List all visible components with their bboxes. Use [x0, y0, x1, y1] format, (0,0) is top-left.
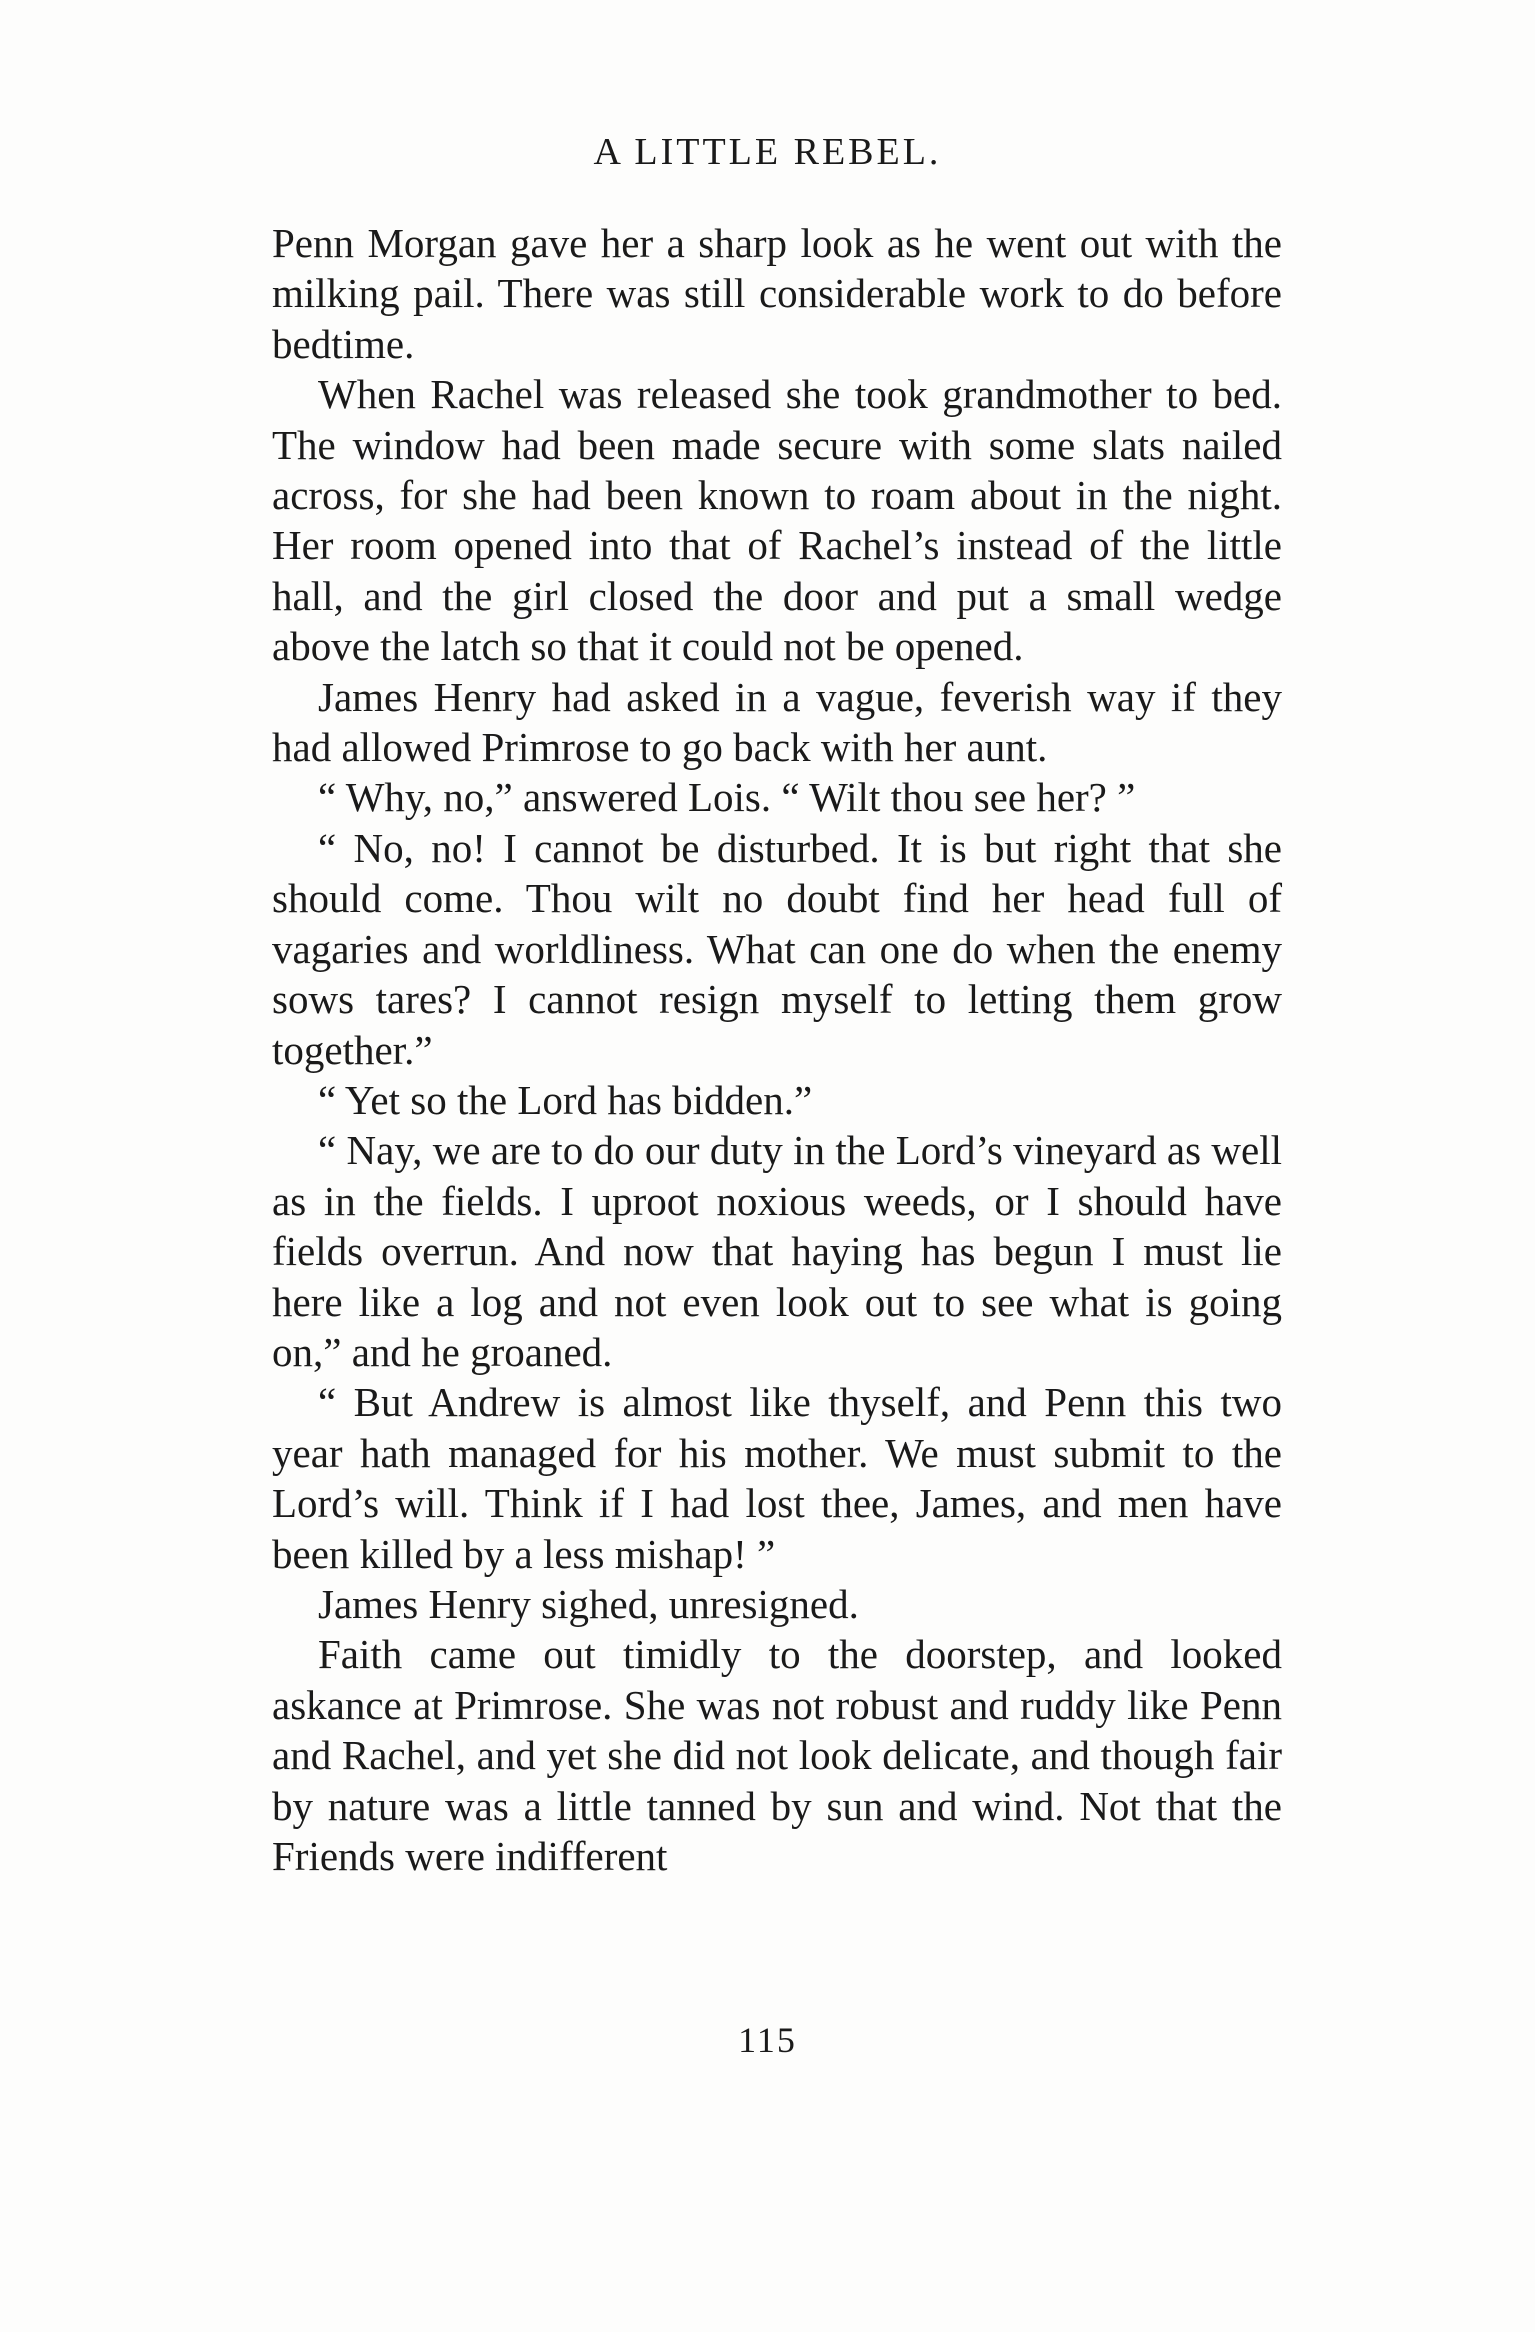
page-number: 115	[738, 2020, 797, 2060]
paragraph: “ Why, no,” answered Lois. “ Wilt thou see her? ”	[318, 774, 1136, 821]
body-text	[272, 218, 1282, 1881]
paragraph: James Henry sighed, unresigned.	[318, 1580, 859, 1627]
paragraph: When Rachel was released she took grandmother to bed. The window had been made secure with some slats nailed across, for she had been known to roam about in the night. Her room opened into that of Rachel’s instead of the little hall, and the girl closed the door and put a small wedge above the latch so that it could not be opened.	[272, 371, 1282, 670]
paragraph: “ Nay, we are to do our duty in the Lord’s vineyard as well as in the fields. I uproot noxious weeds, or I should have fields overrun. And now that haying has begun I must lie here like a log and not even look out to see what is going on,” and he groaned.	[272, 1127, 1282, 1375]
paragraph: “ Yet so the Lord has bidden.”	[318, 1076, 813, 1123]
paragraph: “ No, no! I cannot be disturbed. It is but right that she should come. Thou wilt no doubt find her head full of vagaries and worldliness. What can one do when the enemy sows tares? I cannot resign myself to letting them grow together.”	[272, 824, 1282, 1073]
paragraph: “ But Andrew is almost like thyself, and Penn this two year hath managed for his mother. We must submit to the Lord’s will. Think if I had lost thee, James, and men have been killed by a less mishap! ”	[272, 1379, 1282, 1577]
paragraph: Penn Morgan gave her a sharp look as he went out with the milking pail. There was still considerable work to do before bedtime.	[272, 220, 1282, 367]
running-head: A LITTLE REBEL.	[593, 131, 942, 173]
paragraph: Faith came out timidly to the doorstep, and looked askance at Primrose. She was not robust and ruddy like Penn and Rachel, and yet she did not look delicate, and though fair by nature was a little tanned by sun and wind. Not that the Friends were indifferent	[272, 1631, 1282, 1879]
paragraph: James Henry had asked in a vague, feverish way if they had allowed Primrose to go back with her aunt.	[272, 673, 1282, 771]
